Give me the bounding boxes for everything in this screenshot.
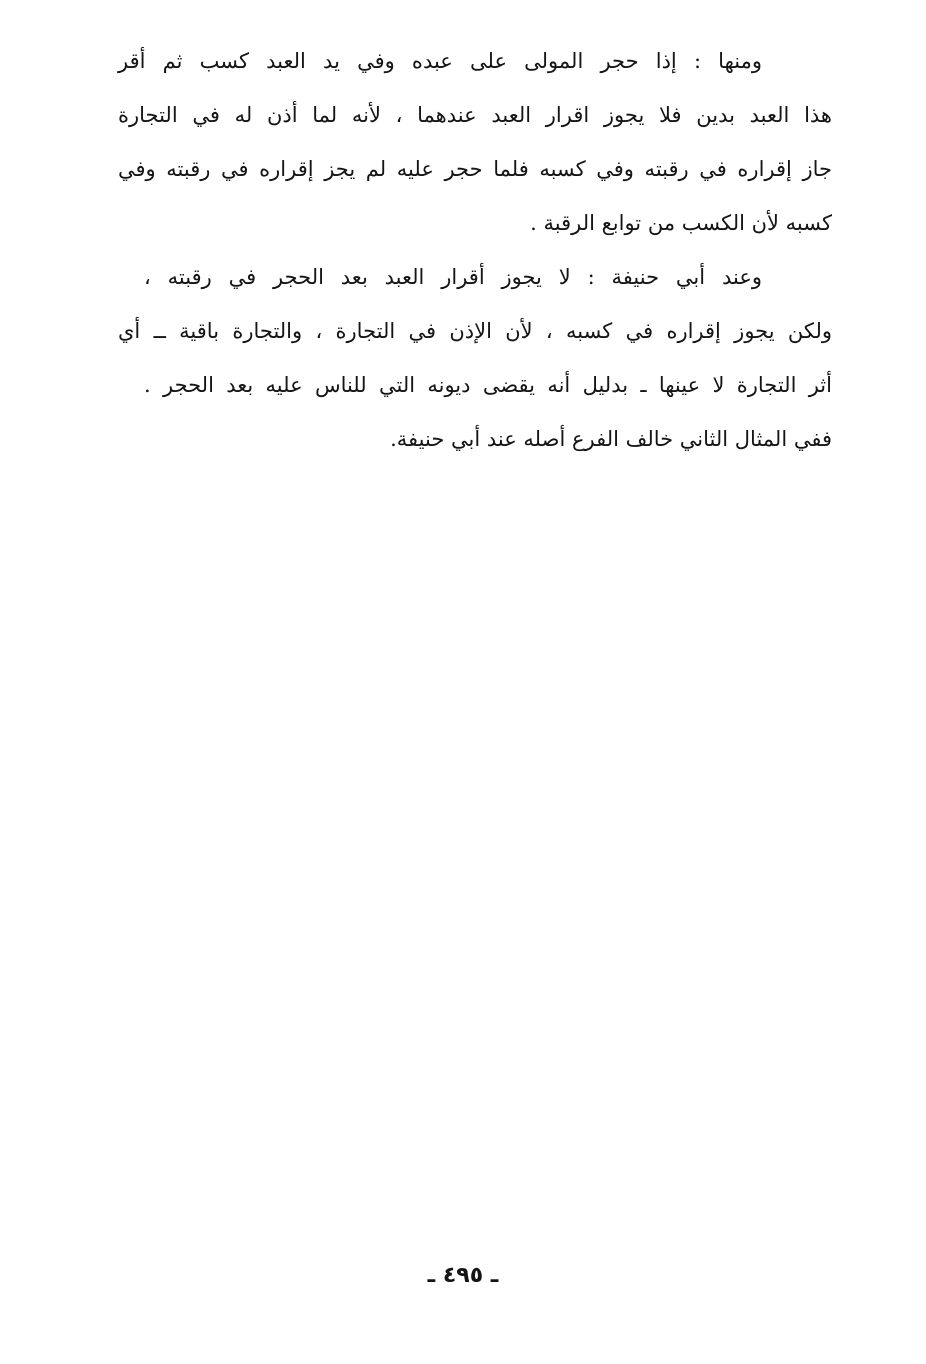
text-line: أثر التجارة لا عينها ـ بدليل أنه يقضى ديونه التي للناس عليه بعد الحجر . [144, 373, 832, 397]
text-line: ولكن يجوز إقراره في كسبه ، لأن الإذن في التجارة ، والتجارة باقية ــ أي [118, 319, 832, 343]
paragraph [118, 34, 832, 250]
paragraph [118, 250, 832, 466]
text-line: وعند أبي حنيفة : لا يجوز أقرار العبد بعد الحجر في رقبته ، [144, 265, 762, 289]
text-line: هذا العبد بدين فلا يجوز اقرار العبد عندهما ، لأنه لما أذن له في التجارة [118, 103, 832, 127]
page-number: ـ ٤٩٥ ـ [427, 1263, 499, 1288]
text-line: ومنها : إذا حجر المولى على عبده وفي يد العبد كسب ثم أقر [118, 49, 762, 73]
text-line: ففي المثال الثاني خالف الفرع أصله عند أبي حنيفة. [390, 427, 832, 451]
text-line: كسبه لأن الكسب من توابع الرقبة . [530, 211, 832, 235]
text-line: جاز إقراره في رقبته وفي كسبه فلما حجر عليه لم يجز إقراره في رقبته وفي [118, 157, 832, 181]
body-text [118, 34, 832, 466]
